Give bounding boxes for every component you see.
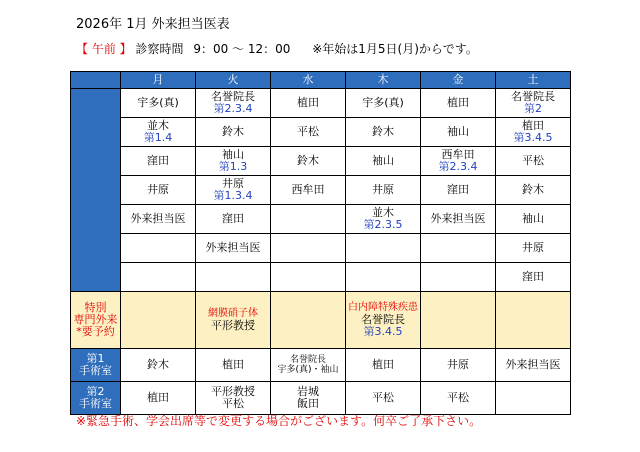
operating-room-row xyxy=(71,349,571,382)
doctor-cell xyxy=(496,147,571,176)
doctor-cell xyxy=(196,118,271,147)
doctor-name: 平松 xyxy=(372,391,394,404)
doctor-name: 宇多(真) xyxy=(137,96,179,109)
doctor-name: 並木 xyxy=(372,206,394,219)
operating-room-cell xyxy=(496,382,571,415)
week-schedule: 第2.3.5 xyxy=(363,218,403,231)
special-clinic-name: 白内障特殊疾患 xyxy=(348,302,418,313)
session-bracket: 【 午前 】 xyxy=(76,42,132,56)
doctor-name: 鈴木 xyxy=(297,154,319,167)
room-label-line: 手術室 xyxy=(79,397,112,410)
room-label-line: 第2 xyxy=(86,385,105,398)
special-cell xyxy=(271,292,346,349)
doctor-cell xyxy=(121,147,196,176)
operating-room-cell xyxy=(421,382,496,415)
special-label-line: 専門外来 xyxy=(73,313,118,326)
day-header: 水 xyxy=(271,72,346,89)
operating-room-label xyxy=(71,382,121,415)
doctor-row xyxy=(71,147,571,176)
operating-room-cell xyxy=(346,349,421,382)
doctor-name: 井原 xyxy=(447,358,469,371)
doctor-cell xyxy=(121,176,196,205)
doctor-cell xyxy=(421,205,496,234)
doctor-name: 植田 xyxy=(372,358,394,371)
doctor-name: 鈴木 xyxy=(372,125,394,138)
doctor-name: 袖山 xyxy=(222,148,244,161)
doctor-cell xyxy=(271,118,346,147)
operating-room-rows xyxy=(71,349,571,415)
footer-note: ※緊急手術、学会出席等で変更する場合がございます。何卒ご了承下さい。 xyxy=(76,414,482,428)
doctor-cell xyxy=(196,176,271,205)
doctor-cell xyxy=(496,118,571,147)
doctor-row xyxy=(71,205,571,234)
doctor-cell xyxy=(121,118,196,147)
week-schedule: 第1.3.4 xyxy=(213,189,253,202)
doctor-cell xyxy=(496,234,571,263)
week-schedule: 第3.4.5 xyxy=(513,131,553,144)
day-header: 金 xyxy=(421,72,496,89)
doctor-name: 外来担当医 xyxy=(130,212,186,225)
doctor-name: 鈴木 xyxy=(522,183,544,196)
doctor-row xyxy=(71,118,571,147)
doctor-cell xyxy=(271,234,346,263)
doctor-name: 鈴木 xyxy=(222,125,244,138)
doctor-cell xyxy=(271,205,346,234)
doctor-name: 窪田 xyxy=(522,270,544,283)
doctor-name: 並木 xyxy=(147,119,169,132)
day-header: 月 xyxy=(121,72,196,89)
doctor-cell xyxy=(346,205,421,234)
doctor-cell xyxy=(346,89,421,118)
doctor-name: 外来担当医 xyxy=(505,358,561,371)
new-year-note: ※年始は1月5日(月)からです。 xyxy=(312,42,478,56)
special-cell xyxy=(421,292,496,349)
doctor-cell xyxy=(421,263,496,292)
doctor-cell xyxy=(121,263,196,292)
special-cell xyxy=(346,292,421,349)
doctor-cell xyxy=(496,176,571,205)
session-info xyxy=(76,40,478,57)
doctor-name: 袖山 xyxy=(372,154,394,167)
day-header: 木 xyxy=(346,72,421,89)
doctor-name: 平松 xyxy=(222,397,244,410)
special-label-line: 特別 xyxy=(84,301,107,314)
doctor-cell xyxy=(346,263,421,292)
operating-room-cell xyxy=(421,349,496,382)
special-cell xyxy=(196,292,271,349)
doctor-cell xyxy=(121,205,196,234)
doctor-cell xyxy=(271,89,346,118)
doctor-name: 平松 xyxy=(297,125,319,138)
room-label-line: 第1 xyxy=(86,352,105,365)
operating-room-cell xyxy=(346,382,421,415)
operating-room-row xyxy=(71,382,571,415)
doctor-row xyxy=(71,234,571,263)
doctor-cell xyxy=(271,263,346,292)
doctor-cell xyxy=(196,147,271,176)
doctor-name: 宇多(真)・袖山 xyxy=(277,365,339,375)
room-label-line: 手術室 xyxy=(79,364,112,377)
corner-cell xyxy=(71,72,121,89)
doctor-cell xyxy=(196,89,271,118)
doctor-name: 植田 xyxy=(297,96,319,109)
doctor-name: 名誉院長 xyxy=(511,90,555,103)
day-header: 土 xyxy=(496,72,571,89)
doctor-name: 袖山 xyxy=(522,212,544,225)
doctor-rows xyxy=(71,89,571,292)
doctor-name: 名誉院長 xyxy=(211,90,255,103)
operating-room-cell xyxy=(271,349,346,382)
doctor-cell xyxy=(421,176,496,205)
doctor-cell xyxy=(271,176,346,205)
doctor-cell xyxy=(496,89,571,118)
doctor-cell xyxy=(421,118,496,147)
doctor-row xyxy=(71,263,571,292)
doctor-name: 植田 xyxy=(447,96,469,109)
doctor-name: 平松 xyxy=(522,154,544,167)
doctor-cell xyxy=(196,234,271,263)
doctor-name: 窪田 xyxy=(222,212,244,225)
doctor-name: 外来担当医 xyxy=(205,241,261,254)
doctor-cell xyxy=(496,263,571,292)
sidebar-band xyxy=(71,89,121,292)
doctor-cell xyxy=(346,118,421,147)
doctor-name: 名誉院長 xyxy=(361,313,405,326)
doctor-name: 名誉院長 xyxy=(289,355,326,365)
doctor-cell xyxy=(496,205,571,234)
doctor-name: 植田 xyxy=(222,358,244,371)
special-label-line: *要予約 xyxy=(76,325,115,338)
doctor-name: 平形教授 xyxy=(211,319,255,332)
schedule-table xyxy=(70,71,571,415)
special-row xyxy=(71,292,571,349)
special-clinic-label xyxy=(71,292,121,349)
doctor-name: 窪田 xyxy=(447,183,469,196)
operating-room-cell xyxy=(496,349,571,382)
week-schedule: 第2 xyxy=(524,102,542,115)
doctor-name: 平松 xyxy=(447,391,469,404)
doctor-cell xyxy=(196,205,271,234)
special-cell xyxy=(496,292,571,349)
doctor-name: 窪田 xyxy=(147,154,169,167)
doctor-row xyxy=(71,176,571,205)
doctor-name: 井原 xyxy=(147,183,169,196)
operating-room-cell xyxy=(121,349,196,382)
doctor-cell xyxy=(421,89,496,118)
operating-room-label xyxy=(71,349,121,382)
doctor-name: 袖山 xyxy=(447,125,469,138)
week-schedule: 第2.3.4 xyxy=(438,160,478,173)
doctor-name: 井原 xyxy=(372,183,394,196)
special-cell xyxy=(121,292,196,349)
doctor-name: 宇多(真) xyxy=(362,96,404,109)
operating-room-cell xyxy=(196,349,271,382)
doctor-cell xyxy=(121,234,196,263)
operating-room-cell xyxy=(196,382,271,415)
doctor-name: 平形教授 xyxy=(211,385,255,398)
operating-room-cell xyxy=(271,382,346,415)
doctor-cell xyxy=(421,234,496,263)
doctor-cell xyxy=(346,176,421,205)
doctor-cell xyxy=(346,234,421,263)
week-schedule: 第3.4.5 xyxy=(363,325,403,338)
special-clinic-name: 網膜硝子体 xyxy=(208,308,258,319)
doctor-cell xyxy=(121,89,196,118)
doctor-name: 外来担当医 xyxy=(430,212,486,225)
doctor-name: 飯田 xyxy=(297,397,319,410)
session-hours: 9：00 〜 12：00 xyxy=(193,42,291,56)
day-header: 火 xyxy=(196,72,271,89)
operating-room-cell xyxy=(121,382,196,415)
page-title: 2026年 1月 外来担当医表 xyxy=(76,17,230,32)
doctor-name: 鈴木 xyxy=(147,358,169,371)
doctor-row xyxy=(71,89,571,118)
doctor-cell xyxy=(271,147,346,176)
doctor-name: 植田 xyxy=(522,119,544,132)
doctor-name: 岩城 xyxy=(297,385,319,398)
doctor-name: 井原 xyxy=(522,241,544,254)
week-schedule: 第1.3 xyxy=(218,160,248,173)
doctor-name: 西牟田 xyxy=(291,183,325,196)
week-schedule: 第1.4 xyxy=(143,131,173,144)
week-schedule: 第2.3.4 xyxy=(213,102,253,115)
doctor-cell xyxy=(421,147,496,176)
doctor-cell xyxy=(346,147,421,176)
doctor-name: 西牟田 xyxy=(441,148,475,161)
doctor-cell xyxy=(196,263,271,292)
session-label: 診察時間 xyxy=(135,42,184,56)
doctor-name: 井原 xyxy=(222,177,244,190)
doctor-name: 植田 xyxy=(147,391,169,404)
